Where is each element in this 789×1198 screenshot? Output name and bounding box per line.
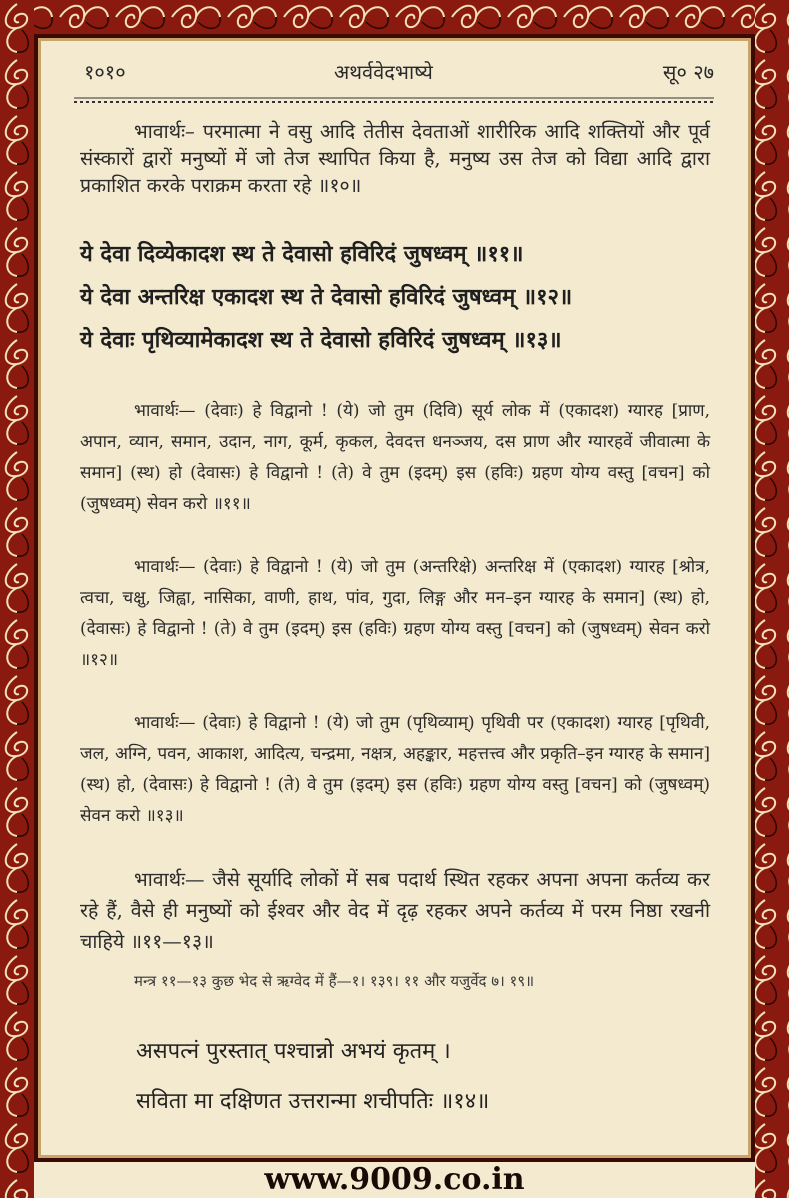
sukta-number: सू० २७ — [662, 60, 714, 84]
bhavarth-12 — [80, 552, 710, 676]
bhavarth-label: भावार्थः– — [134, 120, 195, 143]
book-title: अथर्ववेदभाष्ये — [334, 60, 433, 84]
bhavarth-10 — [80, 118, 710, 199]
bhavarth-text: (देवाः) हे विद्वानो ! (ये) जो तुम (दिवि) सूर्य लोक में (एकादश) ग्यारह [प्राण, अपान, व्यान, समान, उदान, नाग, कूर्म, कृकल, देवदत्त धनञ्जय, दस प्राण और ग्यारहवें जीवात्मा के समान] (स्थ) हो (देवासः) हे विद्वानो ! (ते) वे तुम (इदम्) इस (हविः) ग्रहण योग्य वस्तु [वचन] को (जुषध्वम्) सेवन करो ॥११॥ — [80, 401, 710, 514]
bhavarth-label: भावार्थः— — [134, 401, 196, 421]
verse-14 — [80, 1034, 710, 1120]
bhavarth-text: (देवाः) हे विद्वानो ! (ये) जो तुम (अन्तरिक्षे) अन्तरिक्ष में (एकादश) ग्यारह [श्रोत्र, त्वचा, चक्षु, जिह्वा, नासिका, वाणी, हाथ, पांव, गुदा, लिङ्ग और मन–इन ग्यारह के समान] (स्थ) हो, (देवासः) हे विद्वानो ! (ते) वे तुम (इदम्) इस (हविः) ग्रहण योग्य वस्तु [वचन] को (जुषध्वम्) सेवन करो ॥१२॥ — [80, 557, 711, 670]
website-footer — [34, 1162, 755, 1198]
mantra-11: ये देवा दिव्येकादश स्थ ते देवासो हविरिदं जुषध्वम् ॥११॥ — [80, 241, 524, 267]
mantra-group-11-13 — [80, 238, 710, 356]
mantra-13: ये देवाः पृथिव्यामेकादश स्थ ते देवासो हविरिदं जुषध्वम् ॥१३॥ — [80, 327, 562, 353]
page-number: १०१० — [84, 60, 126, 84]
verse-14-line-1: असपत्नं पुरस्तात् पश्चान्नो अभयं कृतम् । — [136, 1039, 451, 1064]
bhavarth-11 — [80, 396, 710, 520]
header-divider — [74, 96, 714, 104]
bhavarth-13 — [80, 708, 710, 832]
bhavarth-label: भावार्थः— — [134, 557, 196, 577]
bhavarth-summary — [80, 864, 710, 957]
bhavarth-label: भावार्थः— — [134, 713, 196, 733]
website-link[interactable]: www.9009.co.in — [264, 1162, 525, 1197]
book-page — [44, 44, 744, 1154]
mantra-12: ये देवा अन्तरिक्ष एकादश स्थ ते देवासो हविरिदं जुषध्वम् ॥१२॥ — [80, 284, 573, 310]
bhavarth-text: (देवाः) हे विद्वानो ! (ये) जो तुम (पृथिव्याम्) पृथिवी पर (एकादश) ग्यारह [पृथिवी, जल, अग्नि, पवन, आकाश, आदित्य, चन्द्रमा, नक्षत्र, अहङ्कार, महत्तत्त्व और प्रकृति–इन ग्यारह के समान] (स्थ) हो, (देवासः) हे विद्वानो ! (ते) वे तुम (इदम्) इस (हविः) ग्रहण योग्य वस्तु [वचन] को (जुषध्वम्) सेवन करो ॥१३॥ — [80, 713, 711, 826]
bhavarth-label: भावार्थः— — [134, 868, 205, 891]
bhavarth-text: जैसे सूर्यादि लोकों में सब पदार्थ स्थित रहकर अपना अपना कर्तव्य कर रहे हैं, वैसे ही मनुष्यों को ईश्वर और वेद में दृढ़ रहकर अपने कर्तव्य में परम निष्ठा रखनी चाहिये ॥११—१३॥ — [80, 868, 710, 953]
bhavarth-text: परमात्मा ने वसु आदि तेतीस देवताओं शारीरिक आदि शक्तियों और पूर्व संस्कारों द्वारों मनुष्यों में जो तेज स्थापित किया है, मनुष्य उस तेज को विद्या आदि द्वारा प्रकाशित करके पराक्रम करता रहे ॥१०॥ — [80, 120, 710, 197]
page-header — [84, 58, 714, 88]
verse-14-line-2: सविता मा दक्षिणत उत्तरान्मा शचीपतिः ॥१४॥ — [136, 1089, 490, 1114]
reference-note: मन्त्र ११—१३ कुछ भेद से ऋग्वेद में हैं—१। १३९। ११ और यजुर्वेद ७। १९॥ — [134, 972, 535, 990]
